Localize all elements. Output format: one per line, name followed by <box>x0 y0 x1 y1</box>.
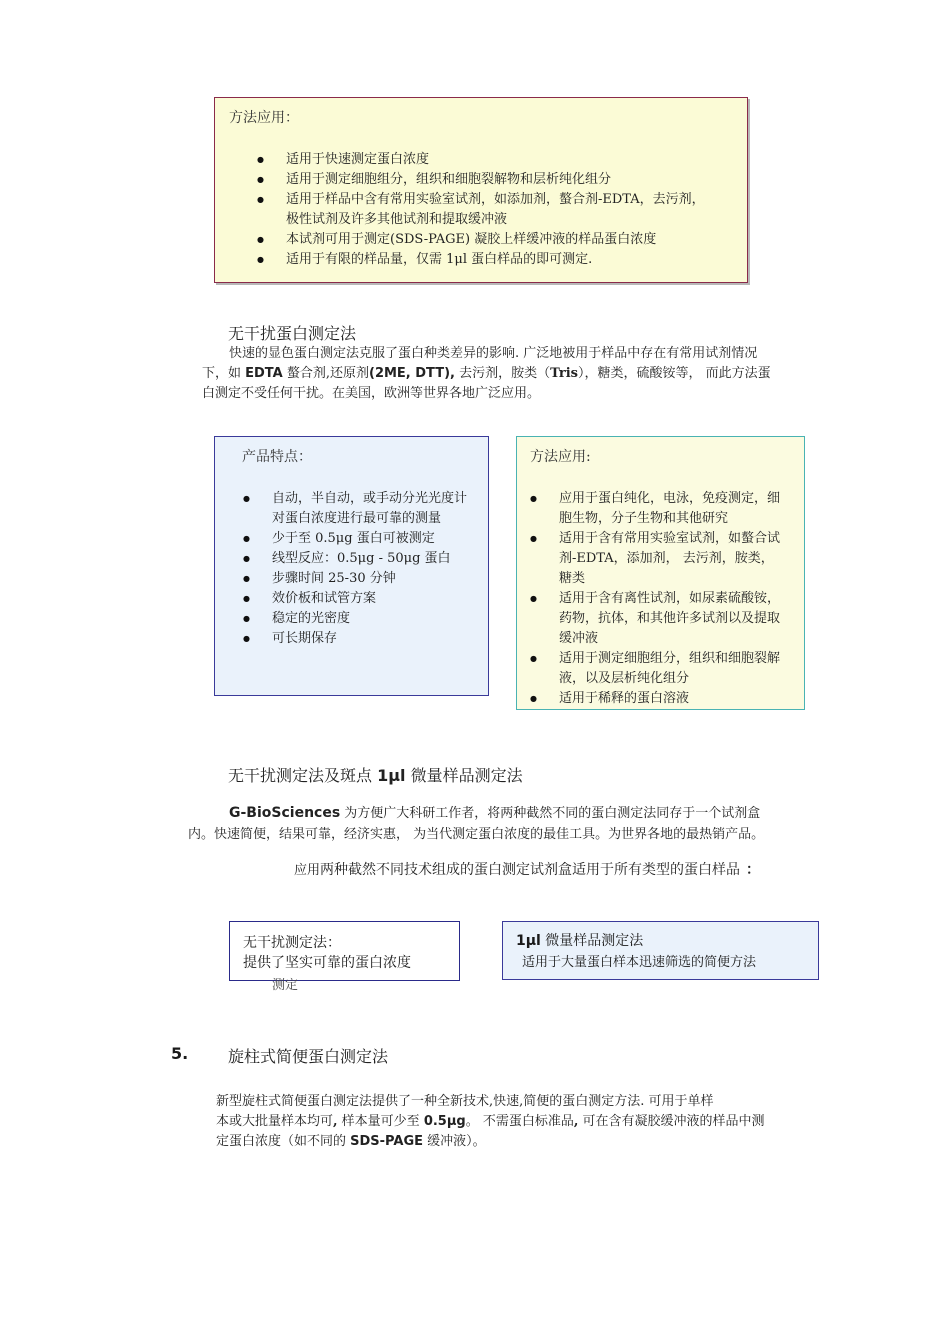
section5-line1: 新型旋柱式简便蛋白测定法提供了一种全新技术,快速,简便的蛋白测定方法. 可用于单样 <box>216 1094 714 1109</box>
text-run: , <box>573 1114 579 1129</box>
list-item: ● 适用于含有常用实验室试剂，如螯合试剂-EDTA，添加剂， 去污剂，胺类，糖类 <box>530 529 786 589</box>
text-run: 缓冲液）。 <box>423 1134 486 1149</box>
text-run: 定蛋白浓度（如不同的 <box>216 1134 351 1149</box>
box4-desc-line2: 测定 <box>272 978 299 993</box>
box2-list <box>243 489 479 649</box>
list-item: ● 可长期保存 <box>243 629 479 649</box>
box1-heading: 方法应用： <box>229 110 299 126</box>
box4-desc-line1: 提供了坚实可靠的蛋白浓度 <box>243 955 411 971</box>
list-item: ● 适用于含有离性试剂，如尿素硫酸铵，药物，抗体，和其他许多试剂以及提取缓冲液 <box>530 589 786 649</box>
text-run: 0.5μg <box>423 1114 466 1129</box>
text-run: 1μl <box>516 933 541 949</box>
box5-desc: 适用于大量蛋白样本迅速筛选的简便方法 <box>522 955 757 970</box>
section1-line2 <box>202 364 852 384</box>
text-run: SDS-PAGE <box>350 1134 423 1149</box>
section5-line2 <box>216 1112 836 1132</box>
section2-title <box>228 763 523 786</box>
section2-application-line <box>294 860 854 881</box>
text-run: 螯合剂,还原剂 <box>282 366 369 381</box>
list-item: ● 自动，半自动，或手动分光光度计对蛋白浓度进行最可靠的测量 <box>243 489 479 529</box>
text-run: 样本量可少至 <box>337 1114 424 1129</box>
micro-sample-method-box <box>502 921 819 980</box>
list-item: ● 效价板和试管方案 <box>243 589 479 609</box>
no-interference-method-box <box>229 921 460 993</box>
text-run: 微量样品测定法 <box>405 766 523 785</box>
text-run: 微量样品测定法 <box>540 933 644 949</box>
list-item: ● 步骤时间 25-30 分钟 <box>243 569 479 589</box>
section1-line1: 快速的显色蛋白测定法克服了蛋白种类差异的影响. 广泛地被用于样品中存在有常用试剂情况 <box>229 346 758 361</box>
list-item: ● 适用于样品中含有常用实验室试剂，如添加剂，螯合剂-EDTA，去污剂，极性试剂及许多其他试剂和提取缓冲液 <box>257 190 707 230</box>
box5-title <box>516 930 643 950</box>
section5-number: 5. <box>171 1044 189 1063</box>
text-run: 本或大批量样本均可 <box>216 1114 334 1129</box>
text-run: 下，如 <box>202 366 246 381</box>
box2-heading: 产品特点： <box>242 449 312 465</box>
text-run: 为方便广大科研工作者，将两种截然不同的蛋白测定法同存于一个试剂盒 <box>340 806 761 821</box>
list-item: ● 适用于快速测定蛋白浓度 <box>257 150 707 170</box>
list-item: ● 应用于蛋白纯化，电泳，免疫测定，细胞生物，分子生物和其他研究 <box>530 489 786 529</box>
text-run: 可在含有凝胶缓冲液的样品中测 <box>578 1114 765 1129</box>
method-application-box-2 <box>516 436 805 710</box>
box3-list <box>530 489 786 709</box>
list-item: ● 适用于稀释的蛋白溶液 <box>530 689 786 709</box>
text-run: Tris <box>550 366 578 381</box>
section2-line2: 内。快速简便，结果可靠，经济实惠， 为当代测定蛋白浓度的最佳工具。为世界各地的最热销产品。 <box>188 827 765 842</box>
text-run: , <box>333 1114 338 1129</box>
list-item: ● 少于至 0.5μg 蛋白可被测定 <box>243 529 479 549</box>
brand-name: G-BioSciences <box>229 805 341 821</box>
section5-title: 旋柱式简便蛋白测定法 <box>228 1047 389 1066</box>
text-run: (2ME, DTT), <box>369 366 455 381</box>
list-item: ● 稳定的光密度 <box>243 609 479 629</box>
product-features-box <box>214 436 489 696</box>
list-item: ● 线型反应：0.5μg - 50μg 蛋白 <box>243 549 479 569</box>
text-run: 应用 <box>294 863 321 878</box>
box1-list <box>257 150 707 270</box>
text-run: ），糖类，硫酸铵等， 而此方法蛋 <box>577 366 771 381</box>
list-item: ● 适用于测定细胞组分，组织和细胞裂解物和层析纯化组分 <box>257 170 707 190</box>
section1-line3: 白测定不受任何干扰。在美国，欧洲等世界各地广泛应用。 <box>202 386 541 401</box>
text-run: 无干扰测定法及斑点 <box>228 766 378 785</box>
section1-title: 无干扰蛋白测定法 <box>228 324 357 343</box>
text-run: 1μl <box>377 766 406 785</box>
section5-line3 <box>216 1132 836 1152</box>
text-run: ： <box>746 862 761 878</box>
method-application-box-1 <box>214 97 748 283</box>
section2-line1 <box>229 803 839 824</box>
box3-heading: 方法应用: <box>530 449 591 465</box>
box4-title: 无干扰测定法： <box>243 935 341 951</box>
text-run: 去污剂，胺类（ <box>454 366 551 381</box>
list-item: ● 适用于有限的样品量，仅需 1μl 蛋白样品的即可测定. <box>257 250 707 270</box>
text-run: 。 不需蛋白标准品 <box>465 1114 574 1129</box>
text-run: EDTA <box>245 366 283 381</box>
text-run: 两种截然不同技术组成的蛋白测定试剂盒适用于所有类型的蛋白样品 <box>320 862 741 878</box>
list-item: ● 适用于测定细胞组分，组织和细胞裂解液，以及层析纯化组分 <box>530 649 786 689</box>
list-item: ● 本试剂可用于测定(SDS-PAGE) 凝胶上样缓冲液的样品蛋白浓度 <box>257 230 707 250</box>
